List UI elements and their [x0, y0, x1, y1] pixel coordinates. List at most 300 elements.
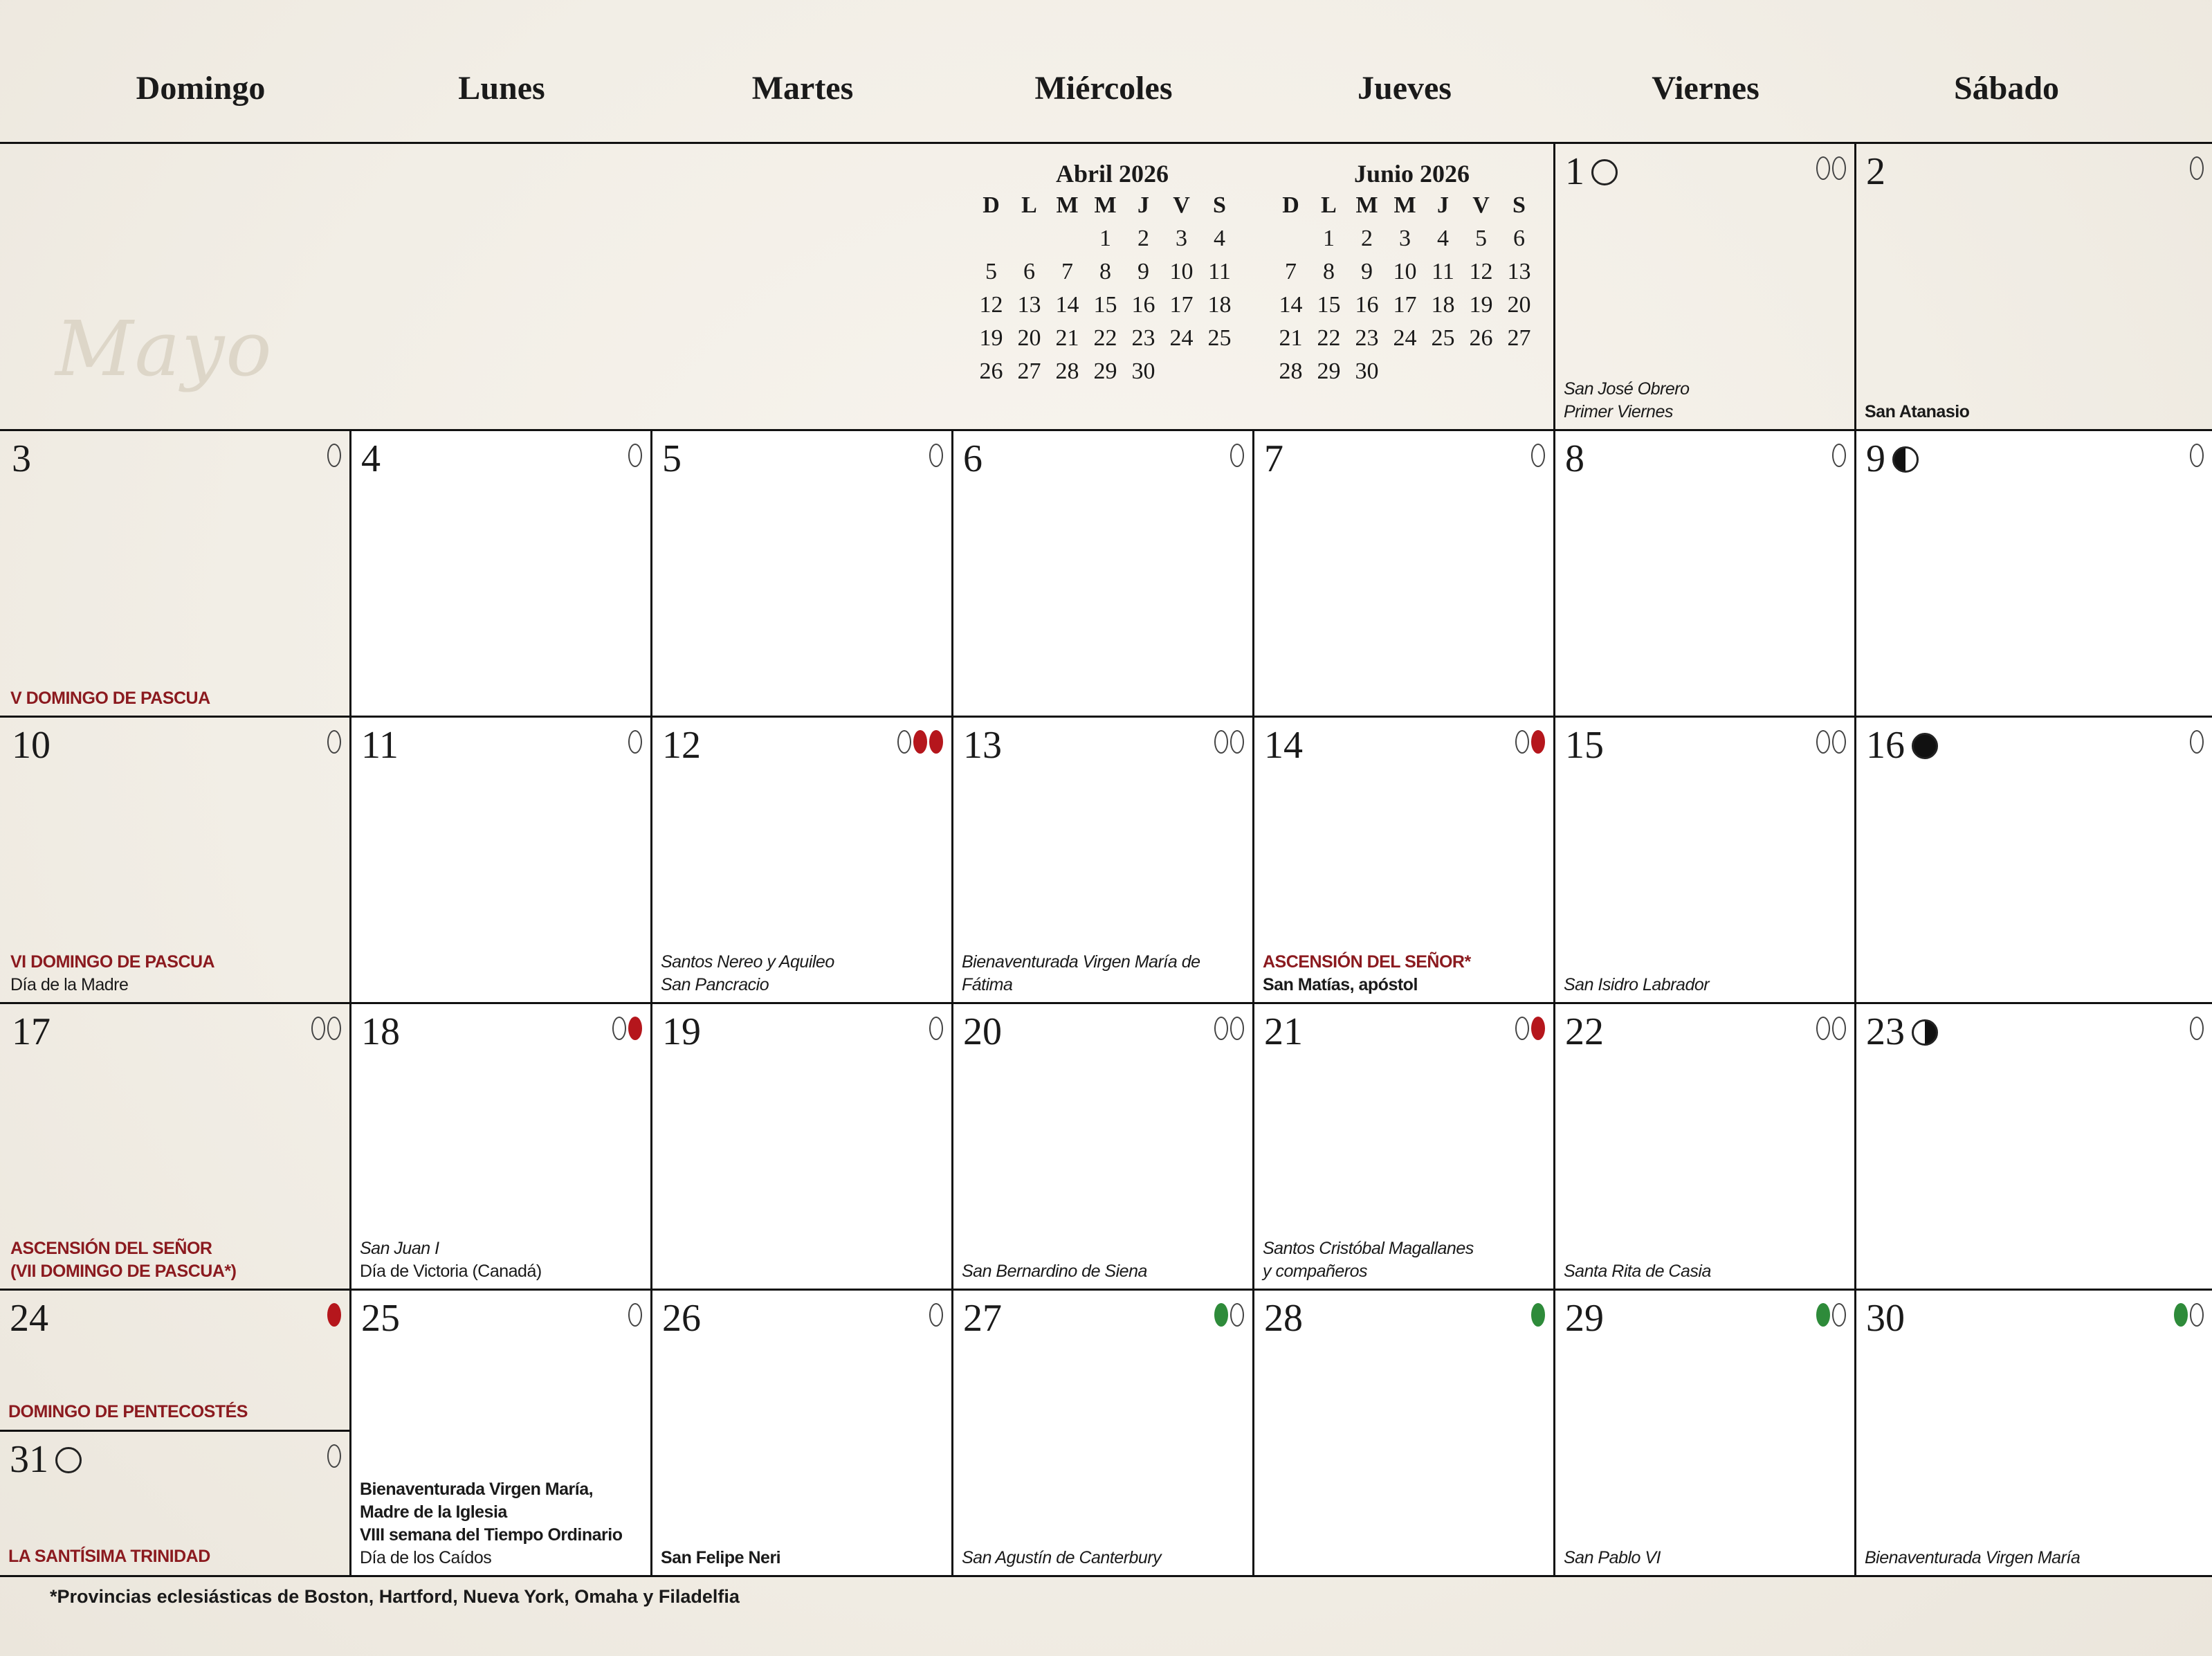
mini-calendar-weekday: M — [1056, 192, 1079, 218]
day-number — [1264, 437, 1283, 481]
liturgical-color-markers — [1212, 1017, 1244, 1044]
day-number-text: 2 — [1866, 150, 1885, 193]
grid-column-line — [1553, 142, 1555, 429]
mini-calendar-weekday: D — [1282, 192, 1299, 218]
liturgical-white-oval-icon — [327, 730, 341, 754]
liturgical-white-oval-icon — [2190, 1017, 2204, 1040]
day-number-text: 29 — [1565, 1297, 1604, 1340]
liturgical-color-markers — [1212, 1303, 1244, 1330]
day-cell-14[interactable] — [1254, 718, 1553, 1002]
liturgical-color-markers — [2188, 444, 2204, 471]
grid-column-line — [1252, 429, 1254, 1577]
mini-calendar-date: 9 — [1137, 259, 1149, 284]
day-cell-9[interactable] — [1856, 431, 2212, 716]
liturgical-white-oval-icon — [2190, 156, 2204, 180]
mini-calendar-date — [1272, 226, 1310, 259]
day-number-text: 17 — [12, 1010, 51, 1053]
saint-note: y compañeros — [1263, 1262, 1368, 1281]
day-number — [12, 437, 31, 481]
day-cell-17[interactable] — [2, 1004, 349, 1289]
day-number-text: 12 — [662, 724, 701, 767]
day-notes — [661, 951, 946, 997]
day-cell-18[interactable] — [351, 1004, 650, 1289]
weekday-thursday: Jueves — [1358, 70, 1452, 107]
weekday-sunday: Domingo — [136, 70, 266, 107]
mini-calendar-title: Abril 2026 — [1055, 160, 1169, 188]
mini-calendar-week — [972, 259, 1252, 292]
day-cell-11[interactable] — [351, 718, 650, 1002]
liturgical-feast-title: V DOMINGO DE PASCUA — [10, 689, 210, 708]
day-number-text: 26 — [662, 1297, 701, 1340]
mini-calendar-date: 19 — [979, 325, 1003, 351]
mini-calendar-weekday-row — [1272, 192, 1552, 226]
day-notes — [1564, 1260, 1849, 1283]
mini-calendar-date: 20 — [1507, 292, 1531, 318]
day-number — [1264, 1296, 1303, 1340]
liturgical-color-markers — [1814, 730, 1846, 757]
mini-calendar-date: 15 — [1093, 292, 1117, 318]
day-cell-19[interactable] — [652, 1004, 951, 1289]
liturgical-color-markers — [309, 1017, 341, 1044]
day-number — [1565, 723, 1604, 767]
day-notes — [1263, 1237, 1548, 1283]
saint-note: Bienaventurada Virgen María de Fátima — [962, 952, 1200, 994]
moon-phase-last-icon — [1892, 446, 1919, 473]
liturgical-color-markers — [927, 1017, 943, 1044]
day-number — [662, 437, 682, 481]
mini-calendar-date: 12 — [1469, 259, 1493, 284]
liturgical-color-markers — [2188, 156, 2204, 183]
mini-calendar-weekday: M — [1393, 192, 1416, 218]
liturgical-white-oval-icon — [628, 730, 642, 754]
mini-calendar-weekday: S — [1213, 192, 1226, 218]
liturgical-color-markers — [1814, 1017, 1846, 1044]
day-number — [1866, 1296, 1905, 1340]
mini-calendar-weekday: M — [1094, 192, 1117, 218]
day-notes — [962, 951, 1247, 997]
mini-calendar-date: 6 — [1023, 259, 1035, 284]
liturgical-color-markers — [895, 730, 943, 757]
day-number — [662, 723, 701, 767]
day-cell-22[interactable] — [1555, 1004, 1854, 1289]
mini-calendar-june — [1272, 159, 1552, 392]
saint-note: Día de los Caídos — [360, 1548, 492, 1567]
mini-calendar-date: 24 — [1169, 325, 1194, 351]
day-number-text: 10 — [12, 724, 51, 767]
day-cell-24[interactable] — [0, 1291, 349, 1429]
liturgical-feast-title: LA SANTÍSIMA TRINIDAD — [8, 1547, 210, 1566]
liturgical-white-oval-icon — [1230, 444, 1244, 467]
mini-calendar-weekday: M — [1355, 192, 1378, 218]
day-number — [1264, 1010, 1303, 1054]
liturgical-white-oval-icon — [929, 1303, 943, 1327]
day-cell-7[interactable] — [1254, 431, 1553, 716]
day-cell-10[interactable] — [2, 718, 349, 1002]
day-cell-25[interactable] — [351, 1291, 650, 1575]
moon-phase-new-icon — [1912, 733, 1938, 759]
mini-calendar-date: 13 — [1507, 259, 1531, 284]
mini-calendar-date — [1386, 358, 1424, 392]
liturgical-red-oval-icon — [628, 1017, 642, 1040]
mini-calendar-date: 2 — [1361, 226, 1373, 251]
day-cell-20[interactable] — [953, 1004, 1252, 1289]
day-notes — [360, 1237, 645, 1283]
day-notes — [360, 1478, 645, 1569]
mini-calendar-week — [972, 358, 1252, 392]
day-number — [1565, 1010, 1604, 1054]
saint-note: San Pablo VI — [1564, 1548, 1661, 1567]
mini-calendar-date — [972, 226, 1010, 259]
mini-calendar-date: 17 — [1393, 292, 1417, 318]
day-notes — [8, 1545, 344, 1568]
day-notes — [1564, 974, 1849, 997]
mini-calendar-date: 7 — [1285, 259, 1297, 284]
day-number — [963, 1010, 1002, 1054]
day-notes — [1865, 1547, 2206, 1569]
mini-calendar-date: 11 — [1208, 259, 1231, 284]
grid-column-line — [1854, 142, 1856, 429]
liturgical-color-markers — [1529, 1303, 1545, 1330]
day-notes — [10, 1237, 344, 1283]
mini-calendar-date: 22 — [1317, 325, 1341, 351]
liturgical-white-oval-icon — [1832, 156, 1846, 180]
mini-calendar-date — [1162, 358, 1200, 392]
day-number-text: 24 — [10, 1297, 48, 1340]
mini-calendar-date: 13 — [1017, 292, 1041, 318]
mini-calendar-date — [1200, 358, 1238, 392]
mini-calendar-date: 23 — [1131, 325, 1155, 351]
day-notes — [1564, 378, 1849, 424]
grid-row-line — [0, 1002, 2212, 1004]
liturgical-white-oval-icon — [1832, 1017, 1846, 1040]
mini-calendar-week — [1272, 226, 1552, 259]
liturgical-feast-title: ASCENSIÓN DEL SEÑOR (VII DOMINGO DE PASCUA*) — [10, 1239, 237, 1281]
liturgical-white-oval-icon — [1230, 730, 1244, 754]
day-number — [1866, 1010, 1938, 1054]
mini-calendar-date: 16 — [1131, 292, 1155, 318]
day-number-text: 8 — [1565, 437, 1584, 480]
liturgical-white-oval-icon — [612, 1017, 626, 1040]
liturgical-color-markers — [1814, 156, 1846, 183]
day-notes — [962, 1260, 1247, 1283]
mini-calendar-date — [1424, 358, 1462, 392]
liturgical-white-oval-icon — [628, 444, 642, 467]
day-number-text: 5 — [662, 437, 682, 480]
mini-calendar-date: 10 — [1393, 259, 1417, 284]
day-cell-3[interactable] — [2, 431, 349, 716]
mini-calendar-date — [1010, 226, 1048, 259]
liturgical-color-markers — [1814, 1303, 1846, 1330]
day-cell-12[interactable] — [652, 718, 951, 1002]
day-number — [1866, 437, 1919, 481]
saint-note: VIII semana del Tiempo Ordinario — [360, 1525, 623, 1545]
day-number-text: 30 — [1866, 1297, 1905, 1340]
mini-calendar-date: 1 — [1099, 226, 1111, 251]
weekday-tuesday: Martes — [751, 70, 854, 107]
saint-note: Día de la Madre — [10, 975, 129, 994]
mini-calendar-week — [972, 292, 1252, 325]
liturgical-color-markers — [325, 444, 341, 471]
day-cell-28[interactable] — [1254, 1291, 1553, 1575]
liturgical-feast-title: VI DOMINGO DE PASCUA — [10, 952, 215, 972]
mini-calendar-week — [1272, 325, 1552, 358]
mini-calendar-date: 18 — [1207, 292, 1232, 318]
liturgical-white-oval-icon — [929, 1017, 943, 1040]
saint-note: Santa Rita de Casia — [1564, 1262, 1711, 1281]
liturgical-color-markers — [325, 1303, 341, 1330]
mini-calendar-date: 30 — [1131, 358, 1155, 384]
liturgical-color-markers — [1228, 444, 1244, 471]
day-notes — [1263, 951, 1548, 997]
liturgical-green-oval-icon — [1816, 1303, 1830, 1327]
mini-calendar-date: 14 — [1279, 292, 1303, 318]
liturgical-white-oval-icon — [1515, 730, 1529, 754]
mini-calendar-date: 18 — [1431, 292, 1455, 318]
liturgical-color-markers — [1212, 730, 1244, 757]
saint-note: San Felipe Neri — [661, 1548, 781, 1567]
day-cell-5[interactable] — [652, 431, 951, 716]
mini-calendar-date: 16 — [1355, 292, 1379, 318]
grid-row-line — [0, 1289, 2212, 1291]
grid-row-line — [0, 429, 2212, 431]
weekday-friday: Viernes — [1652, 70, 1759, 107]
mini-calendar-weekday: L — [1021, 192, 1037, 218]
day-cell-15[interactable] — [1555, 718, 1854, 1002]
mini-calendar-date: 22 — [1093, 325, 1117, 351]
mini-calendar-week — [1272, 259, 1552, 292]
mini-calendar-date: 21 — [1279, 325, 1303, 351]
day-cell-2[interactable] — [1856, 144, 2212, 429]
mini-calendar-date: 26 — [1469, 325, 1493, 351]
mini-calendar-date: 10 — [1169, 259, 1194, 284]
day-cell-16[interactable] — [1856, 718, 2212, 1002]
mini-calendar-date: 9 — [1361, 259, 1373, 284]
liturgical-color-markers — [1513, 1017, 1545, 1044]
day-number-text: 16 — [1866, 724, 1905, 767]
liturgical-color-markers — [626, 1303, 642, 1330]
day-cell-23[interactable] — [1856, 1004, 2212, 1289]
day-notes — [1865, 401, 2206, 424]
day-number-text: 31 — [10, 1438, 48, 1481]
day-number-text: 23 — [1866, 1010, 1905, 1053]
mini-calendar-date: 2 — [1137, 226, 1149, 251]
liturgical-white-oval-icon — [897, 730, 911, 754]
mini-calendar-week — [972, 325, 1252, 358]
mini-calendar-date: 19 — [1469, 292, 1493, 318]
day-number — [1565, 1296, 1604, 1340]
day-number-text: 28 — [1264, 1297, 1303, 1340]
day-number-text: 13 — [963, 724, 1002, 767]
liturgical-white-oval-icon — [327, 1017, 341, 1040]
day-cell-29[interactable] — [1555, 1291, 1854, 1575]
mini-calendar-week — [972, 226, 1252, 259]
saint-note: San Isidro Labrador — [1564, 975, 1710, 994]
day-number — [662, 1010, 701, 1054]
liturgical-color-markers — [1529, 444, 1545, 471]
liturgical-white-oval-icon — [2190, 730, 2204, 754]
grid-row-line — [0, 1575, 2212, 1577]
mini-calendar-date — [1048, 226, 1086, 259]
mini-calendar-date: 4 — [1437, 226, 1449, 251]
day-cell-27[interactable] — [953, 1291, 1252, 1575]
liturgical-color-markers — [626, 730, 642, 757]
day-cell-4[interactable] — [351, 431, 650, 716]
mini-calendar-weekday: L — [1321, 192, 1337, 218]
weekday-wednesday: Miércoles — [1034, 70, 1173, 107]
day-notes — [10, 687, 344, 710]
day-number — [1866, 149, 1885, 194]
day-cell-31[interactable] — [0, 1432, 349, 1574]
mini-calendar-date: 28 — [1279, 358, 1303, 384]
mini-calendar-date: 11 — [1432, 259, 1454, 284]
day-number-text: 20 — [963, 1010, 1002, 1053]
mini-calendar-date: 15 — [1317, 292, 1341, 318]
mini-calendar-date: 14 — [1055, 292, 1079, 318]
day-number-text: 4 — [361, 437, 381, 480]
footnote: *Provincias eclesiásticas de Boston, Hartford, Nueva York, Omaha y Filadelfia — [50, 1586, 740, 1607]
liturgical-color-markers — [325, 730, 341, 757]
saint-note: Bienaventurada Virgen María, Madre de la Iglesia — [360, 1480, 594, 1522]
liturgical-white-oval-icon — [1816, 730, 1830, 754]
day-number-text: 9 — [1866, 437, 1885, 480]
saint-note: San Agustín de Canterbury — [962, 1548, 1162, 1567]
mini-calendar-date: 17 — [1169, 292, 1194, 318]
mini-calendar-week — [1272, 292, 1552, 325]
day-number-text: 14 — [1264, 724, 1303, 767]
mini-calendar-weekday: D — [982, 192, 1000, 218]
liturgical-color-markers — [325, 1444, 341, 1471]
day-number — [361, 1296, 400, 1340]
liturgical-white-oval-icon — [929, 444, 943, 467]
mini-calendar-date: 25 — [1431, 325, 1455, 351]
saint-note: Bienaventurada Virgen María — [1865, 1548, 2081, 1567]
grid-column-line — [951, 429, 953, 1577]
day-notes — [10, 951, 344, 997]
liturgical-white-oval-icon — [1230, 1017, 1244, 1040]
liturgical-white-oval-icon — [1214, 1017, 1228, 1040]
day-cell-13[interactable] — [953, 718, 1252, 1002]
liturgical-white-oval-icon — [327, 1444, 341, 1468]
liturgical-white-oval-icon — [1816, 1017, 1830, 1040]
day-number-text: 19 — [662, 1010, 701, 1053]
day-number-text: 22 — [1565, 1010, 1604, 1053]
liturgical-red-oval-icon — [913, 730, 927, 754]
day-number — [12, 723, 51, 767]
day-number — [10, 1296, 48, 1340]
mini-calendar-weekday: J — [1437, 192, 1449, 218]
day-cell-8[interactable] — [1555, 431, 1854, 716]
day-number-text: 21 — [1264, 1010, 1303, 1053]
liturgical-feast-title: DOMINGO DE PENTECOSTÉS — [8, 1402, 248, 1421]
day-number — [963, 1296, 1002, 1340]
liturgical-white-oval-icon — [311, 1017, 325, 1040]
liturgical-color-markers — [2188, 730, 2204, 757]
mini-calendar-date: 5 — [1475, 226, 1487, 251]
moon-phase-first-icon — [1912, 1019, 1938, 1046]
liturgical-color-markers — [610, 1017, 642, 1044]
liturgical-white-oval-icon — [628, 1303, 642, 1327]
liturgical-white-oval-icon — [327, 444, 341, 467]
liturgical-white-oval-icon — [1832, 730, 1846, 754]
liturgical-white-oval-icon — [1531, 444, 1545, 467]
liturgical-white-oval-icon — [1832, 444, 1846, 467]
mini-calendar-date: 7 — [1061, 259, 1073, 284]
mini-calendar-weekday: J — [1137, 192, 1149, 218]
saint-note: San Matías, apóstol — [1263, 975, 1418, 994]
liturgical-green-oval-icon — [1531, 1303, 1545, 1327]
liturgical-color-markers — [2188, 1017, 2204, 1044]
day-cell-30[interactable] — [1856, 1291, 2212, 1575]
day-notes — [962, 1547, 1247, 1569]
liturgical-color-markers — [927, 1303, 943, 1330]
liturgical-red-oval-icon — [1531, 1017, 1545, 1040]
day-number-text: 25 — [361, 1297, 400, 1340]
grid-column-line — [1854, 429, 1856, 1577]
mini-calendar-title: Junio 2026 — [1353, 160, 1470, 188]
day-cell-21[interactable] — [1254, 1004, 1553, 1289]
day-number-text: 11 — [361, 724, 399, 767]
day-number-text: 3 — [12, 437, 31, 480]
mini-calendar-date: 27 — [1017, 358, 1041, 384]
mini-calendar-date: 5 — [985, 259, 997, 284]
day-number — [1565, 437, 1584, 481]
liturgical-red-oval-icon — [929, 730, 943, 754]
mini-calendar-weekday: S — [1512, 192, 1526, 218]
day-number — [662, 1296, 701, 1340]
liturgical-white-oval-icon — [1214, 730, 1228, 754]
grid-column-line — [650, 429, 652, 1577]
mini-calendar-april — [972, 159, 1252, 392]
mini-calendar-date: 3 — [1176, 226, 1187, 251]
day-cell-1[interactable] — [1555, 144, 1854, 429]
day-number — [963, 437, 982, 481]
day-number — [1866, 723, 1938, 767]
day-number — [963, 723, 1002, 767]
mini-calendar-date: 26 — [979, 358, 1003, 384]
liturgical-feast-title: ASCENSIÓN DEL SEÑOR* — [1263, 952, 1471, 972]
liturgical-green-oval-icon — [1214, 1303, 1228, 1327]
grid-column-line — [1553, 429, 1555, 1577]
day-number-text: 18 — [361, 1010, 400, 1053]
mini-calendar-weekday: V — [1472, 192, 1490, 218]
day-number — [1565, 149, 1618, 194]
mini-calendar-date: 24 — [1393, 325, 1417, 351]
liturgical-green-oval-icon — [2174, 1303, 2188, 1327]
mini-calendar-date — [1500, 358, 1538, 392]
mini-calendar-week — [1272, 358, 1552, 392]
day-number-text: 1 — [1565, 150, 1584, 193]
liturgical-color-markers — [2172, 1303, 2204, 1330]
day-cell-26[interactable] — [652, 1291, 951, 1575]
liturgical-color-markers — [626, 444, 642, 471]
liturgical-white-oval-icon — [1816, 156, 1830, 180]
saint-note: San José Obrero — [1564, 379, 1690, 399]
saint-note: San Pancracio — [661, 975, 769, 994]
liturgical-white-oval-icon — [1230, 1303, 1244, 1327]
saint-note: San Juan I — [360, 1239, 439, 1258]
mini-calendar-date: 23 — [1355, 325, 1379, 351]
day-number — [10, 1437, 82, 1482]
liturgical-color-markers — [1513, 730, 1545, 757]
mini-calendar-date: 6 — [1513, 226, 1525, 251]
saint-note: Santos Nereo y Aquileo — [661, 952, 834, 972]
grid-column-line — [349, 429, 351, 1577]
day-cell-6[interactable] — [953, 431, 1252, 716]
liturgical-white-oval-icon — [2190, 1303, 2204, 1327]
mini-calendar-date — [1462, 358, 1500, 392]
weekday-monday: Lunes — [458, 70, 545, 107]
day-notes — [1564, 1547, 1849, 1569]
